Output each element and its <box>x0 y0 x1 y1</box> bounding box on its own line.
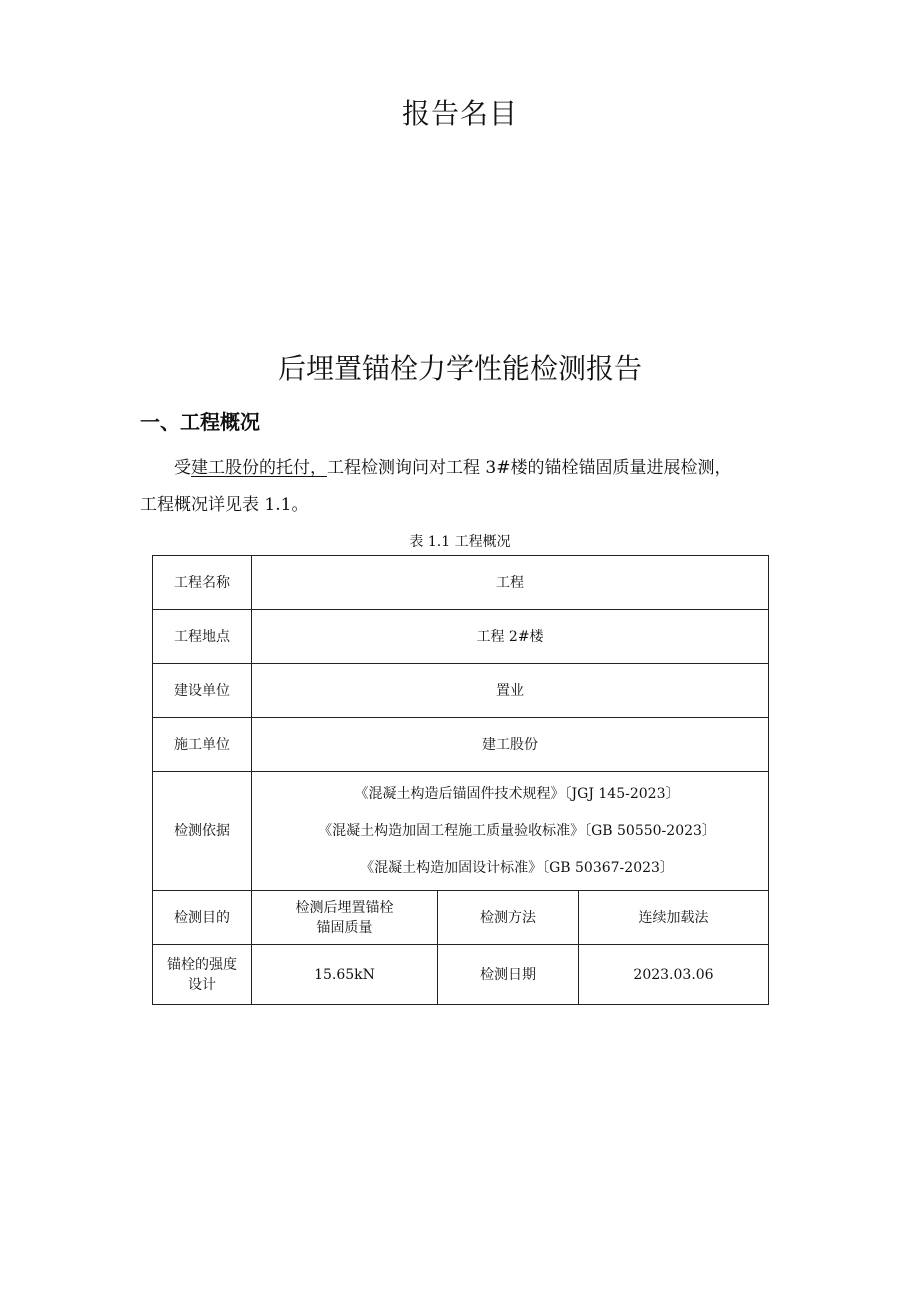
row-value-project-name: 工程 <box>252 556 769 610</box>
row-value-owner: 置业 <box>252 664 769 718</box>
design-label-line2: 设计 <box>188 976 216 993</box>
intro-prefix: 受 <box>174 458 191 478</box>
design-label-line1: 锚栓的强度 <box>167 956 237 973</box>
table-caption: 表 1.1 工程概况 <box>409 534 511 550</box>
intro-paragraph-line1 <box>140 453 780 478</box>
row-label-test-date: 检测日期 <box>438 945 579 1005</box>
project-overview-table <box>152 555 769 1005</box>
row-value-project-location: 工程 2#楼 <box>252 610 769 664</box>
row-value-purpose <box>252 891 438 945</box>
purpose-line2: 锚固质量 <box>316 919 373 936</box>
section-heading: 一、工程概况 <box>140 410 260 434</box>
row-label-contractor: 施工单位 <box>153 718 252 772</box>
table-row <box>153 718 769 772</box>
table-row <box>153 664 769 718</box>
row-label-owner: 建设单位 <box>153 664 252 718</box>
basis-item: 《混凝土构造后锚固件技术规程》〔JGJ 145-2023〕 <box>354 785 680 802</box>
row-label-basis: 检测依据 <box>153 772 252 891</box>
document-title: 报告名目 <box>401 97 518 130</box>
row-label-project-name: 工程名称 <box>153 556 252 610</box>
table-row <box>153 772 769 891</box>
intro-rest: 工程检测询问对工程 3#楼的锚栓锚固质量进展检测， <box>327 458 732 478</box>
row-label-design-strength <box>153 945 252 1005</box>
table-row <box>153 945 769 1005</box>
intro-client-underlined: 建工股份的托付， <box>191 458 327 478</box>
row-label-purpose: 检测目的 <box>153 891 252 945</box>
basis-item: 《混凝土构造加固工程施工质量验收标准》〔GB 50550-2023〕 <box>318 822 716 839</box>
row-value-test-date: 2023.03.06 <box>579 945 769 1005</box>
table-row <box>153 556 769 610</box>
basis-list <box>252 772 769 891</box>
row-label-method: 检测方法 <box>438 891 579 945</box>
row-value-design-strength: 15.65kN <box>252 945 438 1005</box>
intro-paragraph-line2: 工程概况详见表 1.1。 <box>140 495 309 515</box>
basis-item: 《混凝土构造加固设计标准》〔GB 50367-2023〕 <box>360 859 674 876</box>
purpose-line1: 检测后埋置锚栓 <box>295 899 394 916</box>
table-row <box>153 891 769 945</box>
row-label-project-location: 工程地点 <box>153 610 252 664</box>
row-value-method: 连续加载法 <box>579 891 769 945</box>
row-value-contractor: 建工股份 <box>252 718 769 772</box>
report-title: 后埋置锚栓力学性能检测报告 <box>277 352 642 385</box>
table-row <box>153 610 769 664</box>
